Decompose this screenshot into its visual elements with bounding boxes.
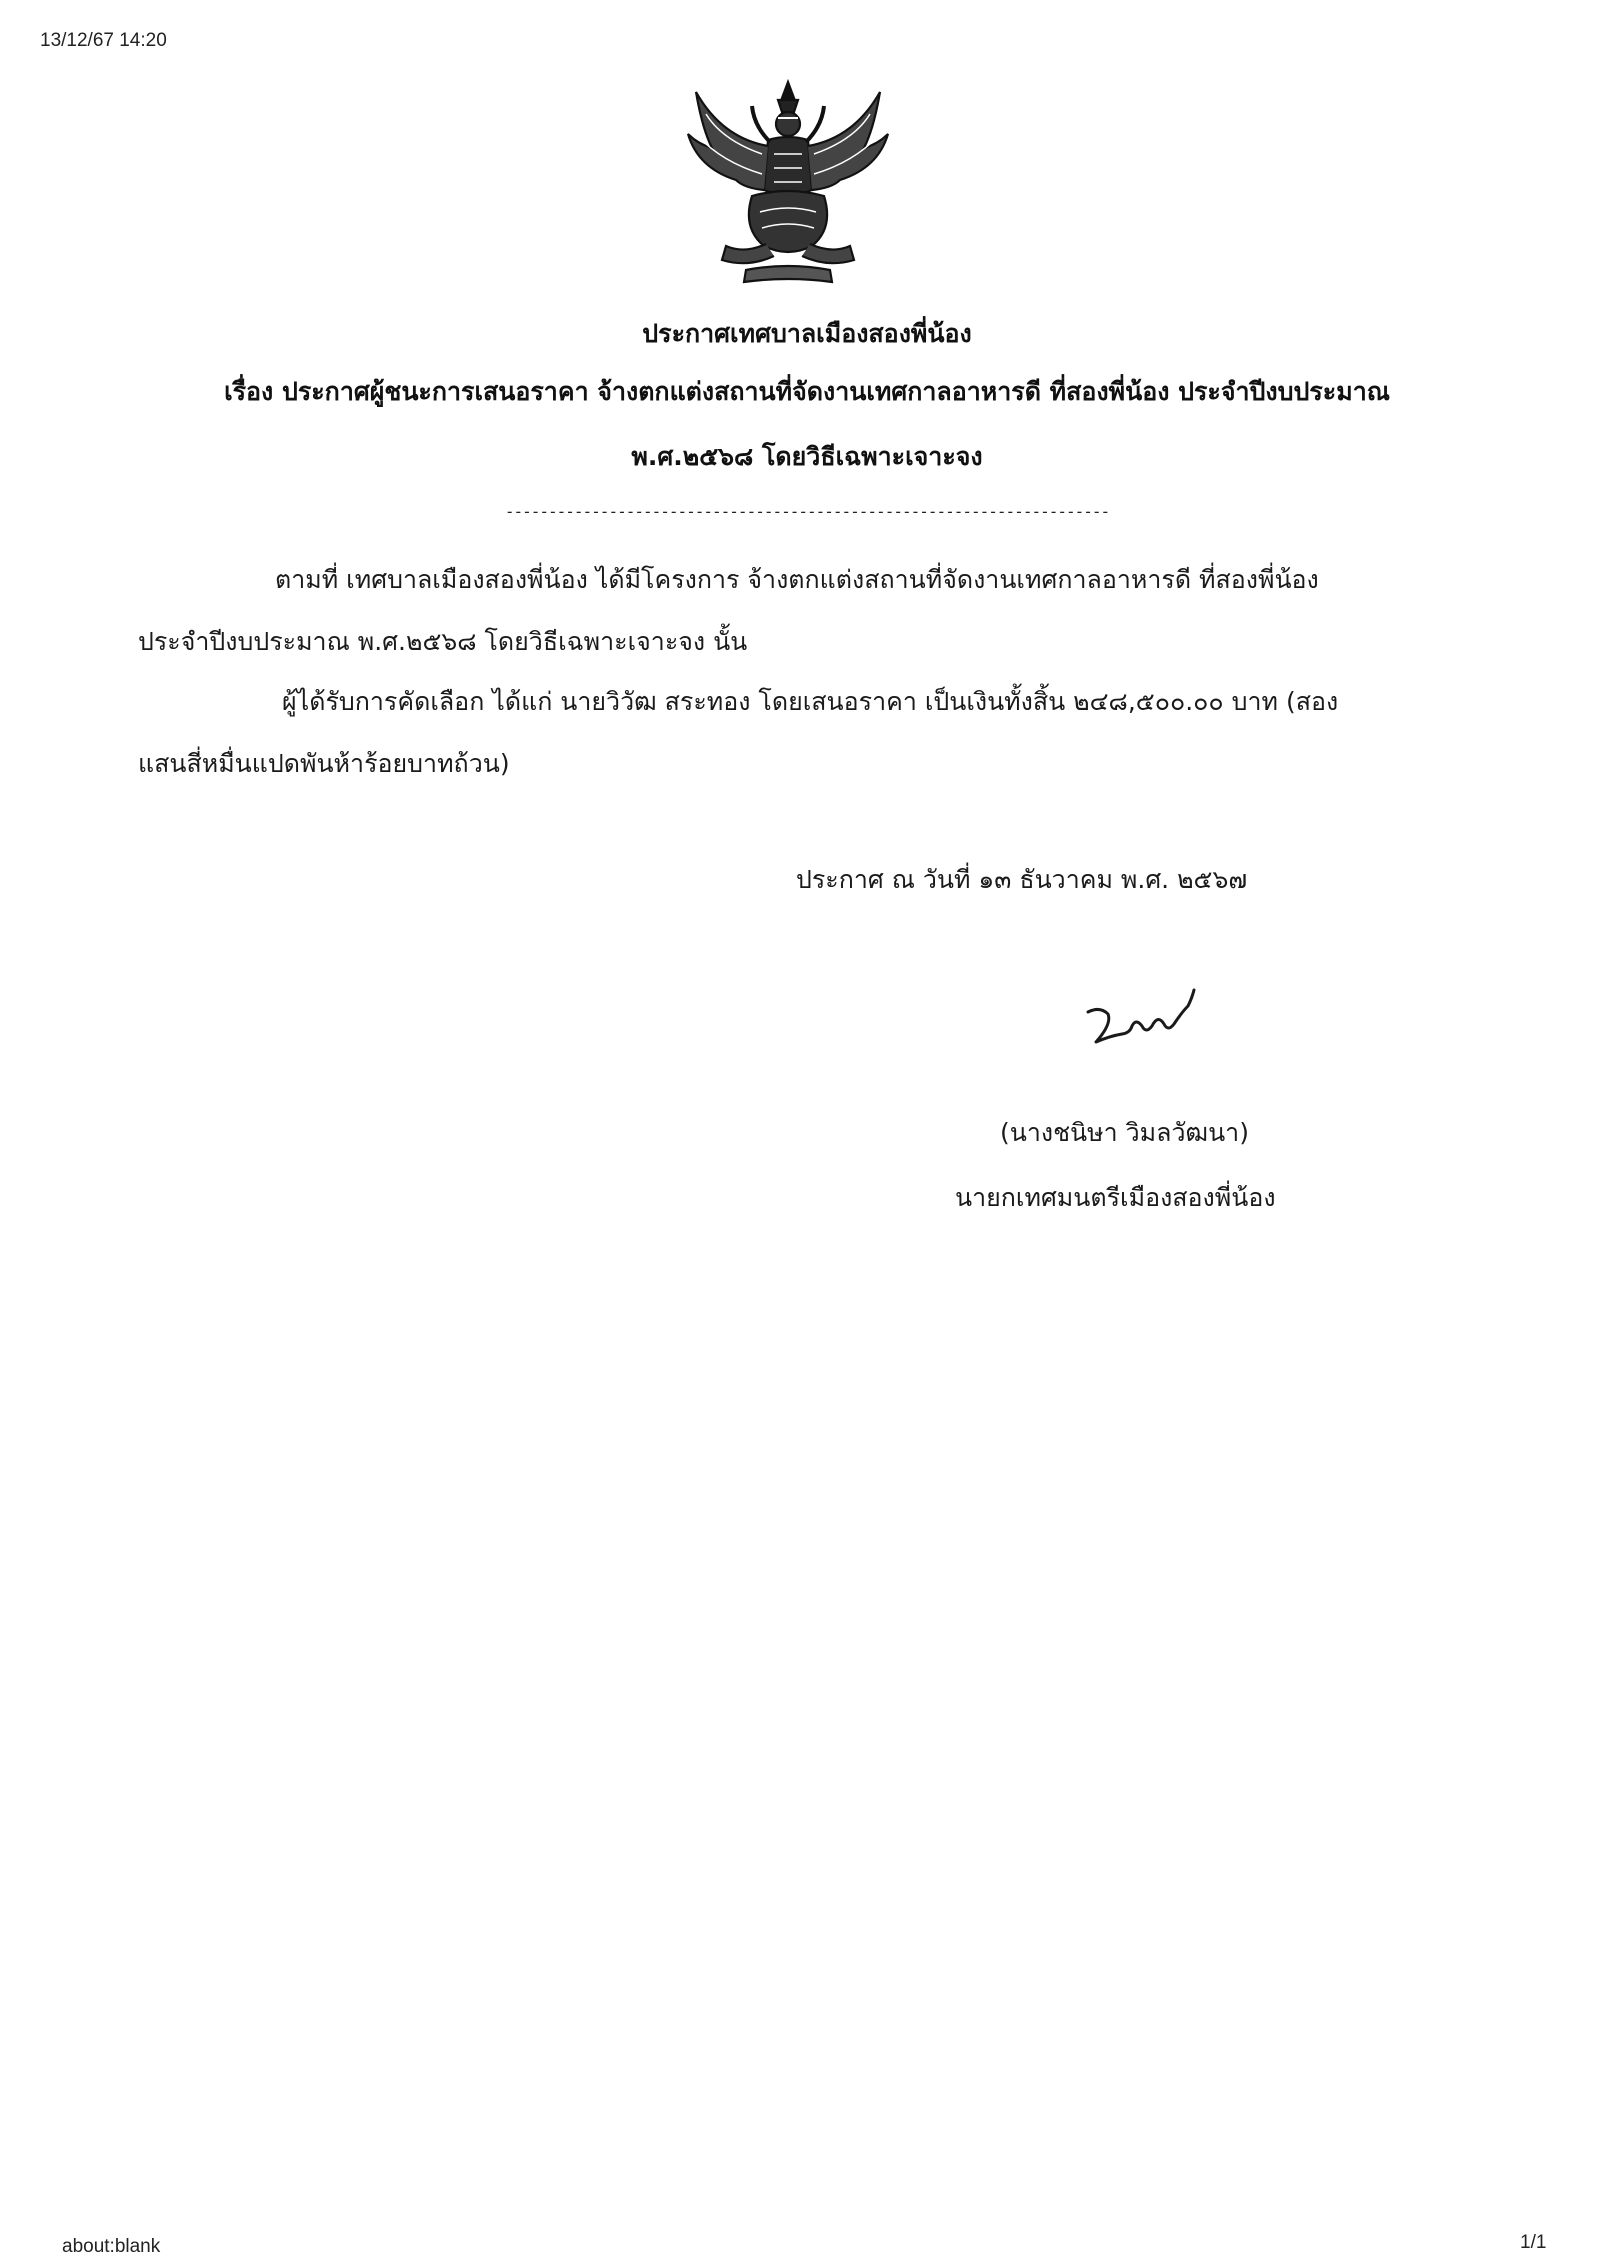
garuda-emblem-icon xyxy=(682,78,894,288)
paragraph-1-line-2: ประจำปีงบประมาณ พ.ศ.๒๕๖๘ โดยวิธีเฉพาะเจาะจง นั้น xyxy=(138,627,748,656)
print-timestamp: 13/12/67 14:20 xyxy=(40,30,167,51)
separator-line: ---------------------------------------------------------------------- xyxy=(504,502,1110,521)
paragraph-2-line-1: ผู้ได้รับการคัดเลือก ได้แก่ นายวิวัฒ สระทอง โดยเสนอราคา เป็นเงินทั้งสิ้น ๒๔๘,๕๐๐.๐๐ บาท (สอง xyxy=(282,687,1339,716)
document-title: ประกาศเทศบาลเมืองสองพี่น้อง xyxy=(642,319,972,348)
subject-line-1: เรื่อง ประกาศผู้ชนะการเสนอราคา จ้างตกแต่งสถานที่จัดงานเทศกาลอาหารดี ที่สองพี่น้อง ประจำปีงบประมาณ xyxy=(224,377,1390,406)
handwritten-signature xyxy=(1082,984,1212,1064)
paragraph-2-line-2: แสนสี่หมื่นแปดพันห้าร้อยบาทถ้วน) xyxy=(138,749,510,778)
footer-url: about:blank xyxy=(62,2236,161,2257)
paragraph-1-line-1: ตามที่ เทศบาลเมืองสองพี่น้อง ได้มีโครงการ จ้างตกแต่งสถานที่จัดงานเทศกาลอาหารดี ที่สองพี่น้อง xyxy=(275,565,1319,594)
announcement-date: ประกาศ ณ วันที่ ๑๓ ธันวาคม พ.ศ. ๒๕๖๗ xyxy=(796,865,1248,894)
subject-line-2: พ.ศ.๒๕๖๘ โดยวิธีเฉพาะเจาะจง xyxy=(631,442,983,471)
signer-name: (นางชนิษา วิมลวัฒนา) xyxy=(1000,1118,1249,1147)
page-number: 1/1 xyxy=(1520,2232,1547,2253)
signer-position: นายกเทศมนตรีเมืองสองพี่น้อง xyxy=(955,1183,1276,1212)
